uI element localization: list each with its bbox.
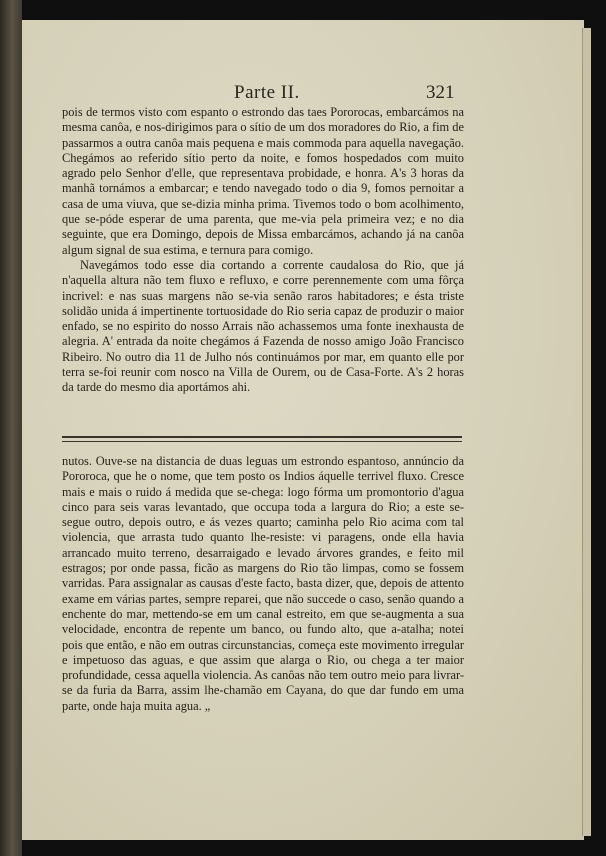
running-head: Parte II. xyxy=(234,82,300,103)
footnote-text xyxy=(62,454,464,714)
paragraph: pois de termos visto com espanto o estrondo das taes Pororocas, embarcámos na mesma canôa, e nos-dirigimos para o sítio de um dos moradores do Rio, a fim de passarmos a outra canôa mais pequena e mais commoda para aquella navegação. Chegámos ao referido sítio perto da noite, e fomos hospedados com muito agrado pelo Senhor d'elle, que representava probidade, e honra. A's 3 horas da manhã tornámos a embarcar; e tendo navegado todo o dia 9, fomos pernoitar a casa de uma viuva, que se-dizia minha prima. Tivemos todo o bom acolhimento, que se-póde esperar de uma parenta, que me-via pela primeira vez; e no dia seguinte, que era Domingo, depois de Missa embarcámos, achando já na canôa algum signal de sua estima, e ternura para comigo. xyxy=(62,105,464,257)
main-text xyxy=(62,105,464,396)
page-header xyxy=(22,82,584,106)
book-spine-edge xyxy=(0,0,22,856)
paragraph: Navegámos todo esse dia cortando a corrente caudalosa do Rio, que já n'aquella altura não tem fluxo e refluxo, e corre perennemente com uma fôrça incrivel: e nas suas margens não se-via senão raros habitadores; e ésta triste solidão unida á impertinente tortuosidade do Rio seria capaz de produzir o maior enfado, se no espirito do nosso Arrais não achassemos uma fonte inexhausta de alegria. A' entrada da noite chegámos á Fazenda de nosso amigo João Francisco Ribeiro. No outro dia 11 de Julho nós continuámos por mar, em quanto elle por terra se-foi reunir com nosco na Villa de Ourem, ou de Casa-Forte. A's 2 horas da tarde do mesmo dia aportámos ahi. xyxy=(62,257,464,395)
page-fore-edge xyxy=(582,28,591,836)
footnote-separator xyxy=(62,436,462,442)
footnote-paragraph: nutos. Ouve-se na distancia de duas leguas um estrondo espantoso, annúncio da Pororoca, que he o nome, que tem posto os Indios áquelle terrivel fluxo. Cresce mais e mais o ruido á medida que se-chega: logo fórma um promontorio d'agua cinco para seis varas levantado, que occupa toda a largura do Rio; a este se-segue outro, depois outro, e ás vezes quarto; caminha pelo Rio acima com tal violencia, que arrasta tudo quanto lhe-resiste: vi paragens, onde ella havia arrancado muito terreno, desarraigado e levado árvores grandes, e feito mil estragos; por onde passa, ficão as margens do Rio tão limpas, como se fossem varridas. Para assignalar as causas d'este facto, basta dizer, que, depois de attento exame em várias partes, sempre reparei, que não succede o caso, senão quando a enchente do mar, mettendo-se em um canal estreito, em que se-augmenta a sua velocidade, encontra de repente um banco, ou fundo alto, que a-atalha; notei pois que então, e não em outras circunstancias, começa este movimento irregular e impetuoso das aguas, e que assim que alarga o Rio, ou chega a ter maior profundidade, cessa aquella violencia. As canôas não tem outro meio para livrar-se da furia da Barra, assim lhe-chamão em Cayana, do que dar fundo em uma parte, onde haja muita agua. „ xyxy=(62,454,464,713)
page-number: 321 xyxy=(426,82,455,103)
